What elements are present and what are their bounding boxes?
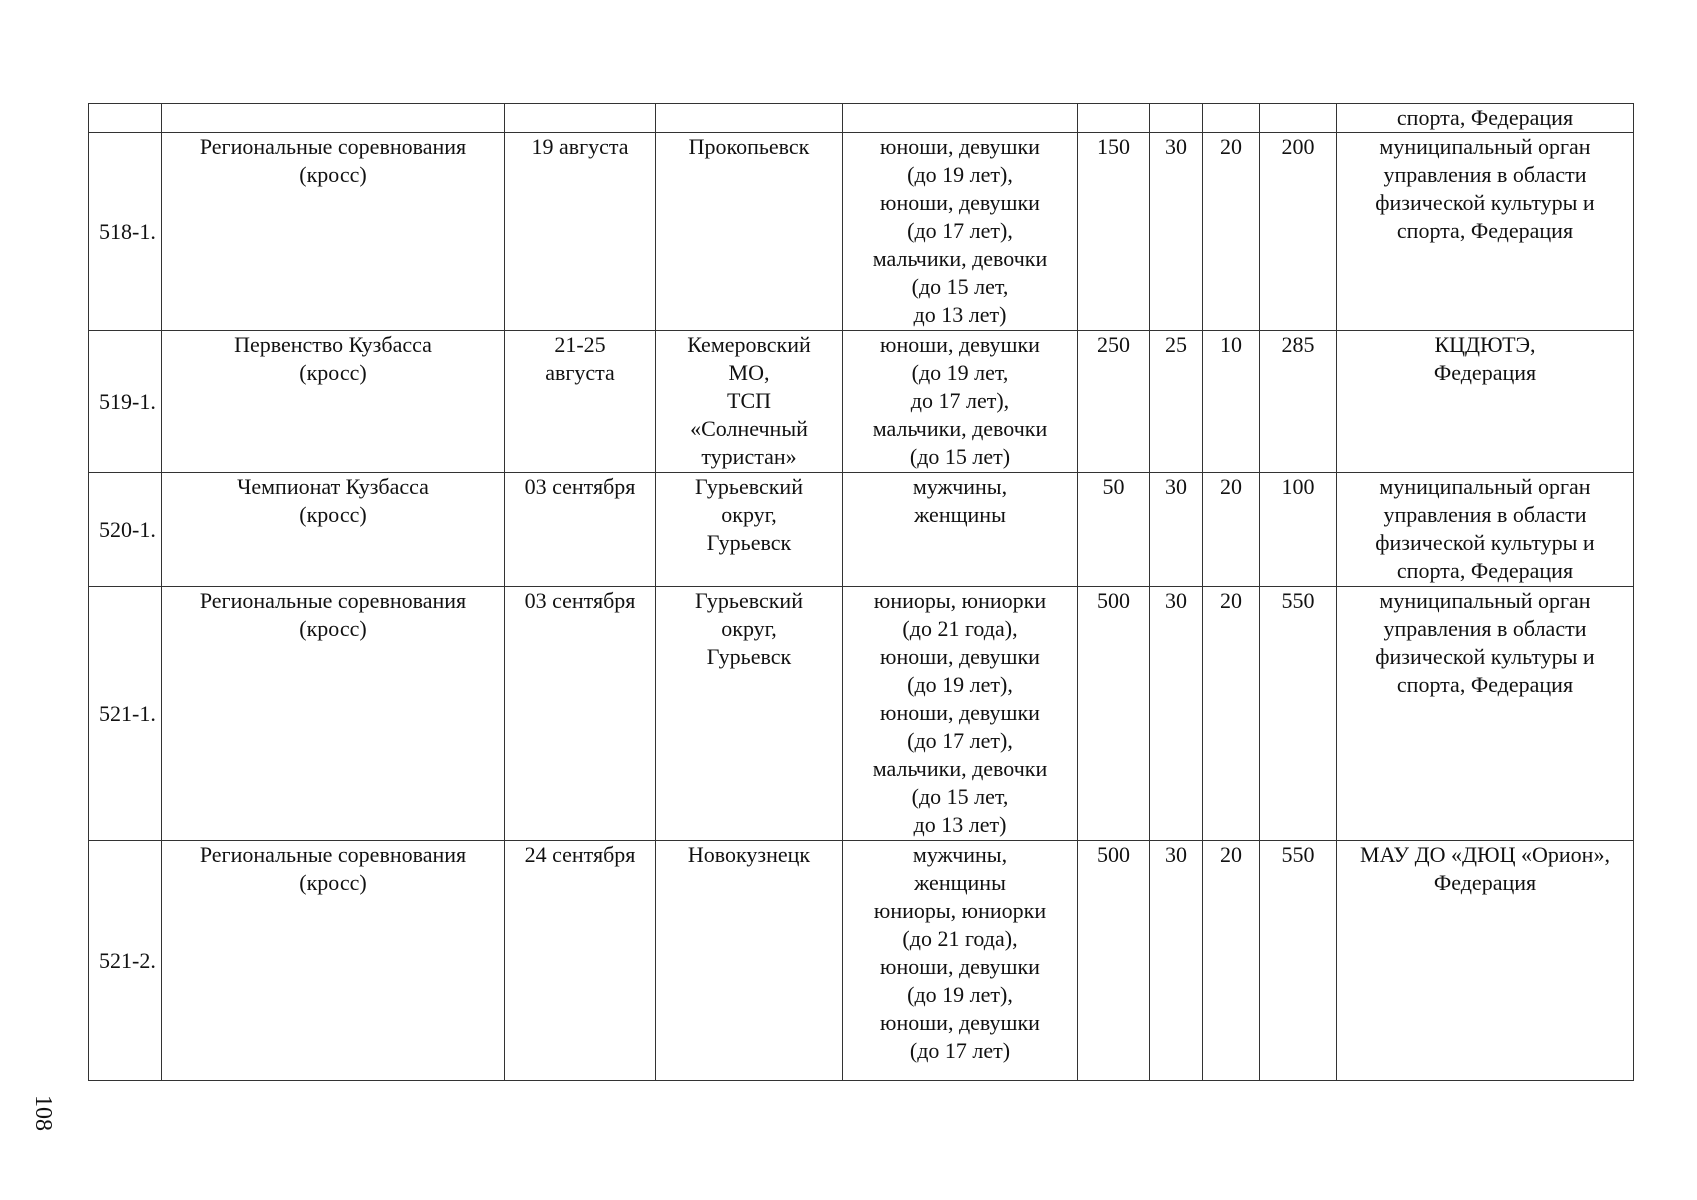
event-organizer: муниципальный орган управления в области физической культуры и спорта, Федерация <box>1337 133 1634 331</box>
count-judges <box>1203 104 1260 133</box>
event-date: 03 сентября <box>505 587 656 841</box>
row-number: 519-1. <box>89 331 162 473</box>
event-organizer: КЦДЮТЭ, Федерация <box>1337 331 1634 473</box>
event-participants: юниоры, юниорки (до 21 года), юноши, девушки (до 19 лет), юноши, девушки (до 17 лет), мальчики, девочки (до 15 лет, до 13 лет) <box>843 587 1078 841</box>
event-organizer: муниципальный орган управления в области физической культуры и спорта, Федерация <box>1337 473 1634 587</box>
count-coaches: 30 <box>1150 133 1203 331</box>
count-coaches: 25 <box>1150 331 1203 473</box>
count-total: 285 <box>1260 331 1337 473</box>
event-place: Кемеровский МО, ТСП «Солнечный туристан» <box>656 331 843 473</box>
event-place: Прокопьевск <box>656 133 843 331</box>
count-judges: 20 <box>1203 587 1260 841</box>
count-athletes: 500 <box>1078 841 1150 1081</box>
event-name: Региональные соревнования (кросс) <box>162 587 505 841</box>
count-total <box>1260 104 1337 133</box>
count-total: 550 <box>1260 841 1337 1081</box>
event-organizer: спорта, Федерация <box>1337 104 1634 133</box>
table-row <box>89 841 1634 1081</box>
count-total: 200 <box>1260 133 1337 331</box>
event-name <box>162 104 505 133</box>
table-row <box>89 331 1634 473</box>
table-row <box>89 133 1634 331</box>
event-name: Региональные соревнования (кросс) <box>162 133 505 331</box>
event-date: 19 августа <box>505 133 656 331</box>
event-place: Гурьевский округ, Гурьевск <box>656 473 843 587</box>
event-place: Новокузнецк <box>656 841 843 1081</box>
event-date: 24 сентября <box>505 841 656 1081</box>
event-place: Гурьевский округ, Гурьевск <box>656 587 843 841</box>
table-row <box>89 104 1634 133</box>
count-athletes: 500 <box>1078 587 1150 841</box>
count-athletes: 150 <box>1078 133 1150 331</box>
event-organizer: муниципальный орган управления в области физической культуры и спорта, Федерация <box>1337 587 1634 841</box>
row-number: 521-1. <box>89 587 162 841</box>
count-athletes: 250 <box>1078 331 1150 473</box>
count-judges: 20 <box>1203 133 1260 331</box>
event-participants: мужчины, женщины <box>843 473 1078 587</box>
count-athletes: 50 <box>1078 473 1150 587</box>
count-coaches: 30 <box>1150 473 1203 587</box>
count-judges: 20 <box>1203 473 1260 587</box>
event-participants: юноши, девушки (до 19 лет), юноши, девушки (до 17 лет), мальчики, девочки (до 15 лет, до 13 лет) <box>843 133 1078 331</box>
page-number: 108 <box>30 1095 56 1131</box>
event-date: 03 сентября <box>505 473 656 587</box>
row-number: 518-1. <box>89 133 162 331</box>
event-name: Чемпионат Кузбасса (кросс) <box>162 473 505 587</box>
row-number: 521-2. <box>89 841 162 1081</box>
table-row <box>89 587 1634 841</box>
count-coaches: 30 <box>1150 841 1203 1081</box>
count-total: 100 <box>1260 473 1337 587</box>
event-name: Первенство Кузбасса (кросс) <box>162 331 505 473</box>
table-row <box>89 473 1634 587</box>
event-place <box>656 104 843 133</box>
event-name: Региональные соревнования (кросс) <box>162 841 505 1081</box>
count-coaches: 30 <box>1150 587 1203 841</box>
event-organizer: МАУ ДО «ДЮЦ «Орион», Федерация <box>1337 841 1634 1081</box>
row-number: 520-1. <box>89 473 162 587</box>
event-participants: мужчины, женщины юниоры, юниорки (до 21 года), юноши, девушки (до 19 лет), юноши, девушки (до 17 лет) <box>843 841 1078 1081</box>
event-participants: юноши, девушки (до 19 лет, до 17 лет), мальчики, девочки (до 15 лет) <box>843 331 1078 473</box>
event-date: 21-25 августа <box>505 331 656 473</box>
count-athletes <box>1078 104 1150 133</box>
event-participants <box>843 104 1078 133</box>
count-judges: 10 <box>1203 331 1260 473</box>
row-number <box>89 104 162 133</box>
events-table <box>88 103 1634 1081</box>
count-coaches <box>1150 104 1203 133</box>
count-judges: 20 <box>1203 841 1260 1081</box>
event-date <box>505 104 656 133</box>
count-total: 550 <box>1260 587 1337 841</box>
